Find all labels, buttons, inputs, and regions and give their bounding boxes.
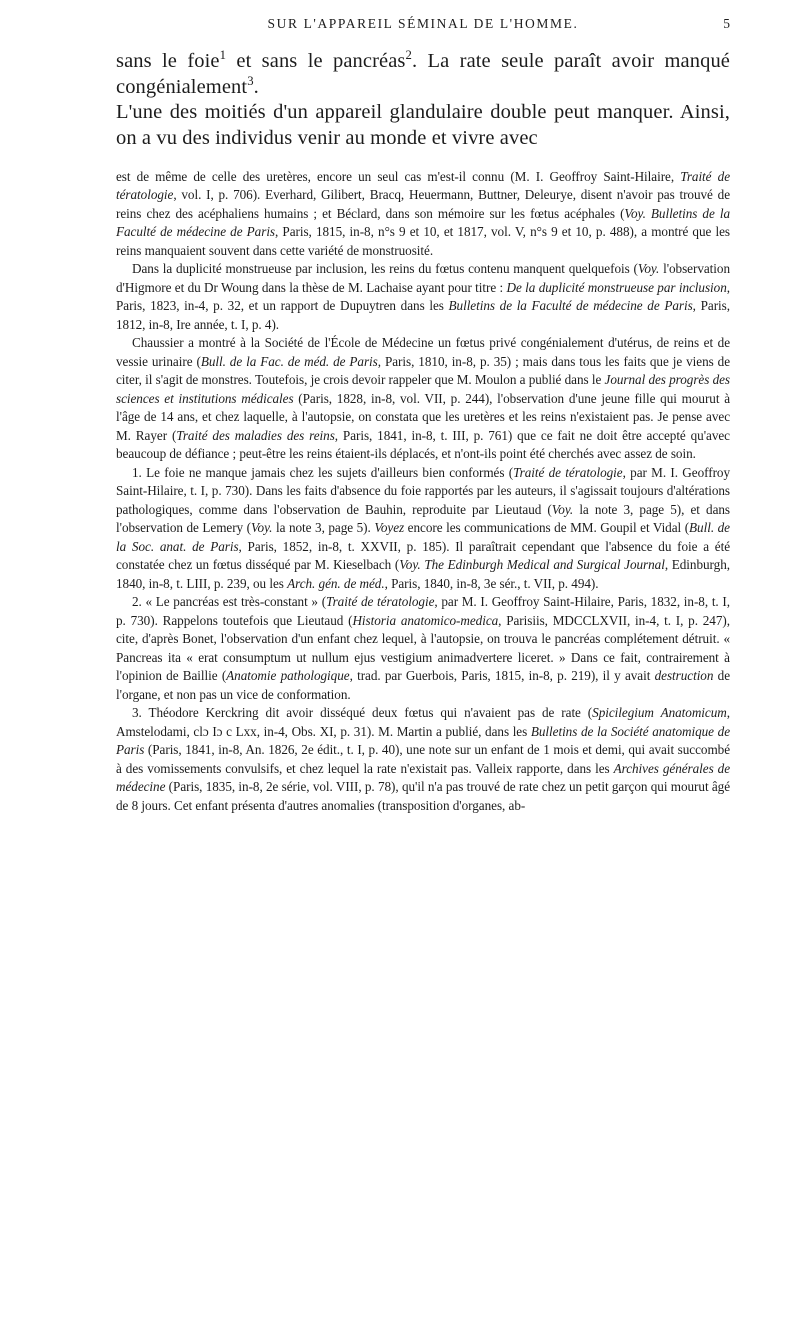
- book-page: [116, 12, 730, 815]
- citation-title: De la duplicité monstrueuse par inclusion: [506, 279, 727, 295]
- text-span: sans le foie: [116, 50, 220, 72]
- main-text: [116, 49, 730, 152]
- footnote-text: , par M. I. Geoffroy Saint-Hilaire, Paris, 1832, in-8, t. I, p. 730). Rappelons toutefois que Lieutaud (: [116, 594, 730, 628]
- footnote-text: la note 3, page 5), et dans l'observation de Lemery (: [116, 501, 730, 536]
- citation-title: Bull. de la Soc. anat. de Paris: [116, 520, 730, 554]
- footnote-cont2: [116, 260, 730, 334]
- running-title: SUR L'APPAREIL SÉMINAL DE L'HOMME.: [267, 16, 579, 31]
- footnote-text: est de même de celle des uretères, encore un seul cas m'est-il connu (M. I. Geoffroy Saint-Hilaire,: [116, 168, 681, 184]
- footnote-text: , vol. I, p. 706). Everhard, Gilibert, Bracq, Heuermann, Buttner, Deleurye, disent n'avoir pas trouvé de reins chez des acéphaliens humains ; et Béclard, dans son mémoire sur les fœtus acéphales (: [116, 187, 730, 221]
- footnote-text: , Paris, 1815, in-8, n°s 9 et 10, et 1817, vol. V, n°s 9 et 10, p. 488), a montré que les reins manquaient souvent dans cette variété de monstruosité.: [116, 224, 730, 258]
- citation-title: Traité des maladies des reins: [176, 427, 335, 443]
- footnote-text: , Paris, 1841, in-8, t. III, p. 761) que ce fait ne doit être accepté qu'avec beaucoup de défiance ; peut-être les reins étaient-ils déplacés, et n'ont-ils point été cherchés avec assez de soin.: [116, 427, 730, 462]
- citation-title: Spicilegium Anatomicum: [592, 705, 727, 721]
- footnote-text: , Amstelodami, clɔ Iɔ c Lxx, in-4, Obs. XI, p. 31). M. Martin a publié, dans les: [116, 705, 730, 739]
- main-paragraph-2: L'une des moitiés d'un appareil glandulaire double peut manquer. Ainsi, on a vu des individus venir au monde et vivre avec: [116, 101, 730, 150]
- footnote-text: Dans la duplicité monstrueuse par inclusion, les reins du fœtus contenu manquent quelquefois (: [132, 261, 638, 277]
- footnote-text: , par M. I. Geoffroy Saint-Hilaire, t. I, p. 730). Dans les faits d'absence du foie rapportés par les auteurs, il s'agissait toujours d'altérations pathologiques, comme dans l'observation de Bauhin, reproduite par Lieutaud (: [116, 464, 730, 517]
- text-span: et sans le pancréas: [226, 50, 406, 72]
- footnote-text: de l'organe, et non pas un vice de conformation.: [116, 668, 731, 702]
- footnote-text: (Paris, 1841, in-8, An. 1826, 2e édit., t. I, p. 40), une note sur un enfant de 1 mois et demi, qui avait succombé à des vomissements convulsifs, et chez lequel la rate n'existait pas. Valleix rapporte, dans les: [116, 742, 730, 776]
- footnote-text: (Paris, 1828, in-8, vol. VII, p. 244), l'observation d'une jeune fille qui mourut à l'âge de 14 ans, et chez laquelle, à l'autopsie, on constata que les uretères et les reins n'existaient pas. Je pense avec M. Rayer (: [116, 390, 731, 443]
- footnote-text: encore les communications de MM. Goupil et Vidal (: [404, 520, 690, 536]
- footnote-text: 2. « Le pancréas est très-constant » (: [132, 594, 327, 610]
- text-span: .: [253, 75, 259, 98]
- footnote-text: 1. Le foie ne manque jamais chez les sujets d'ailleurs bien conformés (: [132, 464, 514, 480]
- footnote-ref-2[interactable]: 2: [405, 48, 412, 63]
- footnote-ref-3[interactable]: 3: [247, 73, 254, 88]
- text-span: . La rate seule paraît avoir manqué congénialement: [116, 50, 731, 98]
- footnote-text: , Paris, 1852, in-8, t. XXVII, p. 185). Il paraîtrait cependant que l'absence du foie a été constatée chez un fœtus disséqué par M. Kieselbach (: [116, 538, 730, 573]
- footnote-text: , Paris, 1810, in-8, p. 35) ; mais dans tous les faits que je viens de citer, il s'agit de monstres. Toutefois, je crois devoir rappeler que M. Moulon a publié dans le: [116, 353, 731, 388]
- citation-title: Arch. gén. de méd.: [287, 575, 385, 591]
- citation-title: Traité de tératologie: [116, 168, 730, 203]
- footnote-n1: [116, 464, 730, 594]
- citation-title: Voy.: [637, 261, 660, 277]
- footnote-text: , Parisiis, MDCCLXVII, in-4, t. I, p. 247), cite, d'après Bonet, l'observation d'un enfant chez lequel, à l'autopsie, on trouva le pancréas complétement détruit. « Pancreas ita « erat consumptum ut nullum ejus vestigium animadvertere liceret. » Dans ce fait, contrairement à l'opinion de Baillie (: [116, 612, 730, 684]
- footnote-cont: [116, 168, 730, 261]
- footnotes: [116, 168, 730, 816]
- citation-title: Voy.: [251, 520, 273, 536]
- footnote-text: , Paris, 1823, in-4, p. 32, et un rapport de Dupuytren dans les: [116, 279, 730, 314]
- citation-title: destruction: [654, 668, 714, 684]
- footnote-text: 3. Théodore Kerckring dit avoir disséqué deux fœtus qui n'avaient pas de rate (: [132, 705, 593, 721]
- footnote-ref-1[interactable]: 1: [219, 48, 227, 63]
- citation-title: Voyez: [374, 520, 405, 536]
- citation-title: Voy. Bulletins de la Faculté de médecine de Paris: [116, 205, 730, 240]
- citation-title: Bulletins de la Faculté de médecine de Paris: [448, 298, 693, 314]
- footnote-text: la note 3, page 5).: [272, 520, 375, 536]
- footnote-text: , Paris, 1840, in-8, 3e sér., t. VII, p. 494).: [384, 575, 599, 591]
- footnote-text: , Paris, 1812, in-8, Ire année, t. I, p. 4).: [116, 298, 730, 332]
- citation-title: Anatomie pathologique: [226, 668, 350, 684]
- main-paragraph-1: [116, 49, 730, 100]
- citation-title: Traité de tératologie: [513, 464, 623, 480]
- footnote-text: l'observation d'Higmore et du Dr Woung dans la thèse de M. Lachaise ayant pour titre :: [116, 261, 730, 295]
- citation-title: Archives générales de médecine: [116, 760, 730, 795]
- citation-title: Bulletins de la Société anatomique de Paris: [116, 723, 731, 758]
- footnote-n3: [116, 704, 730, 815]
- citation-title: Bull. de la Fac. de méd. de Paris: [200, 353, 378, 369]
- citation-title: Traité de tératologie: [326, 594, 435, 610]
- page-number: 5: [723, 16, 730, 31]
- footnote-text: , Edinburgh, 1840, in-8, t. LIII, p. 239, ou les: [116, 557, 730, 591]
- citation-title: Journal des progrès des sciences et institutions médicales: [116, 372, 730, 406]
- citation-title: Voy. The Edinburgh Medical and Surgical Journal: [399, 557, 665, 573]
- footnote-text: (Paris, 1835, in-8, 2e série, vol. VIII, p. 78), qu'il n'a pas trouvé de rate chez un petit garçon qui mourut âgé de 8 jours. Cet enfant présenta d'autres anomalies (transposition d'organes, ab-: [116, 779, 730, 813]
- footnote-n2: [116, 593, 730, 704]
- citation-title: Voy.: [551, 501, 574, 517]
- footnote-cont3: [116, 334, 730, 464]
- footnote-text: Chaussier a montré à la Société de l'École de Médecine un fœtus privé congénialement d'utérus, de reins et de vessie urinaire (: [116, 335, 730, 369]
- running-head: [116, 12, 730, 36]
- footnote-text: , trad. par Guerbois, Paris, 1815, in-8, p. 219), il y avait: [349, 668, 655, 684]
- citation-title: Historia anatomico-medica: [352, 612, 499, 628]
